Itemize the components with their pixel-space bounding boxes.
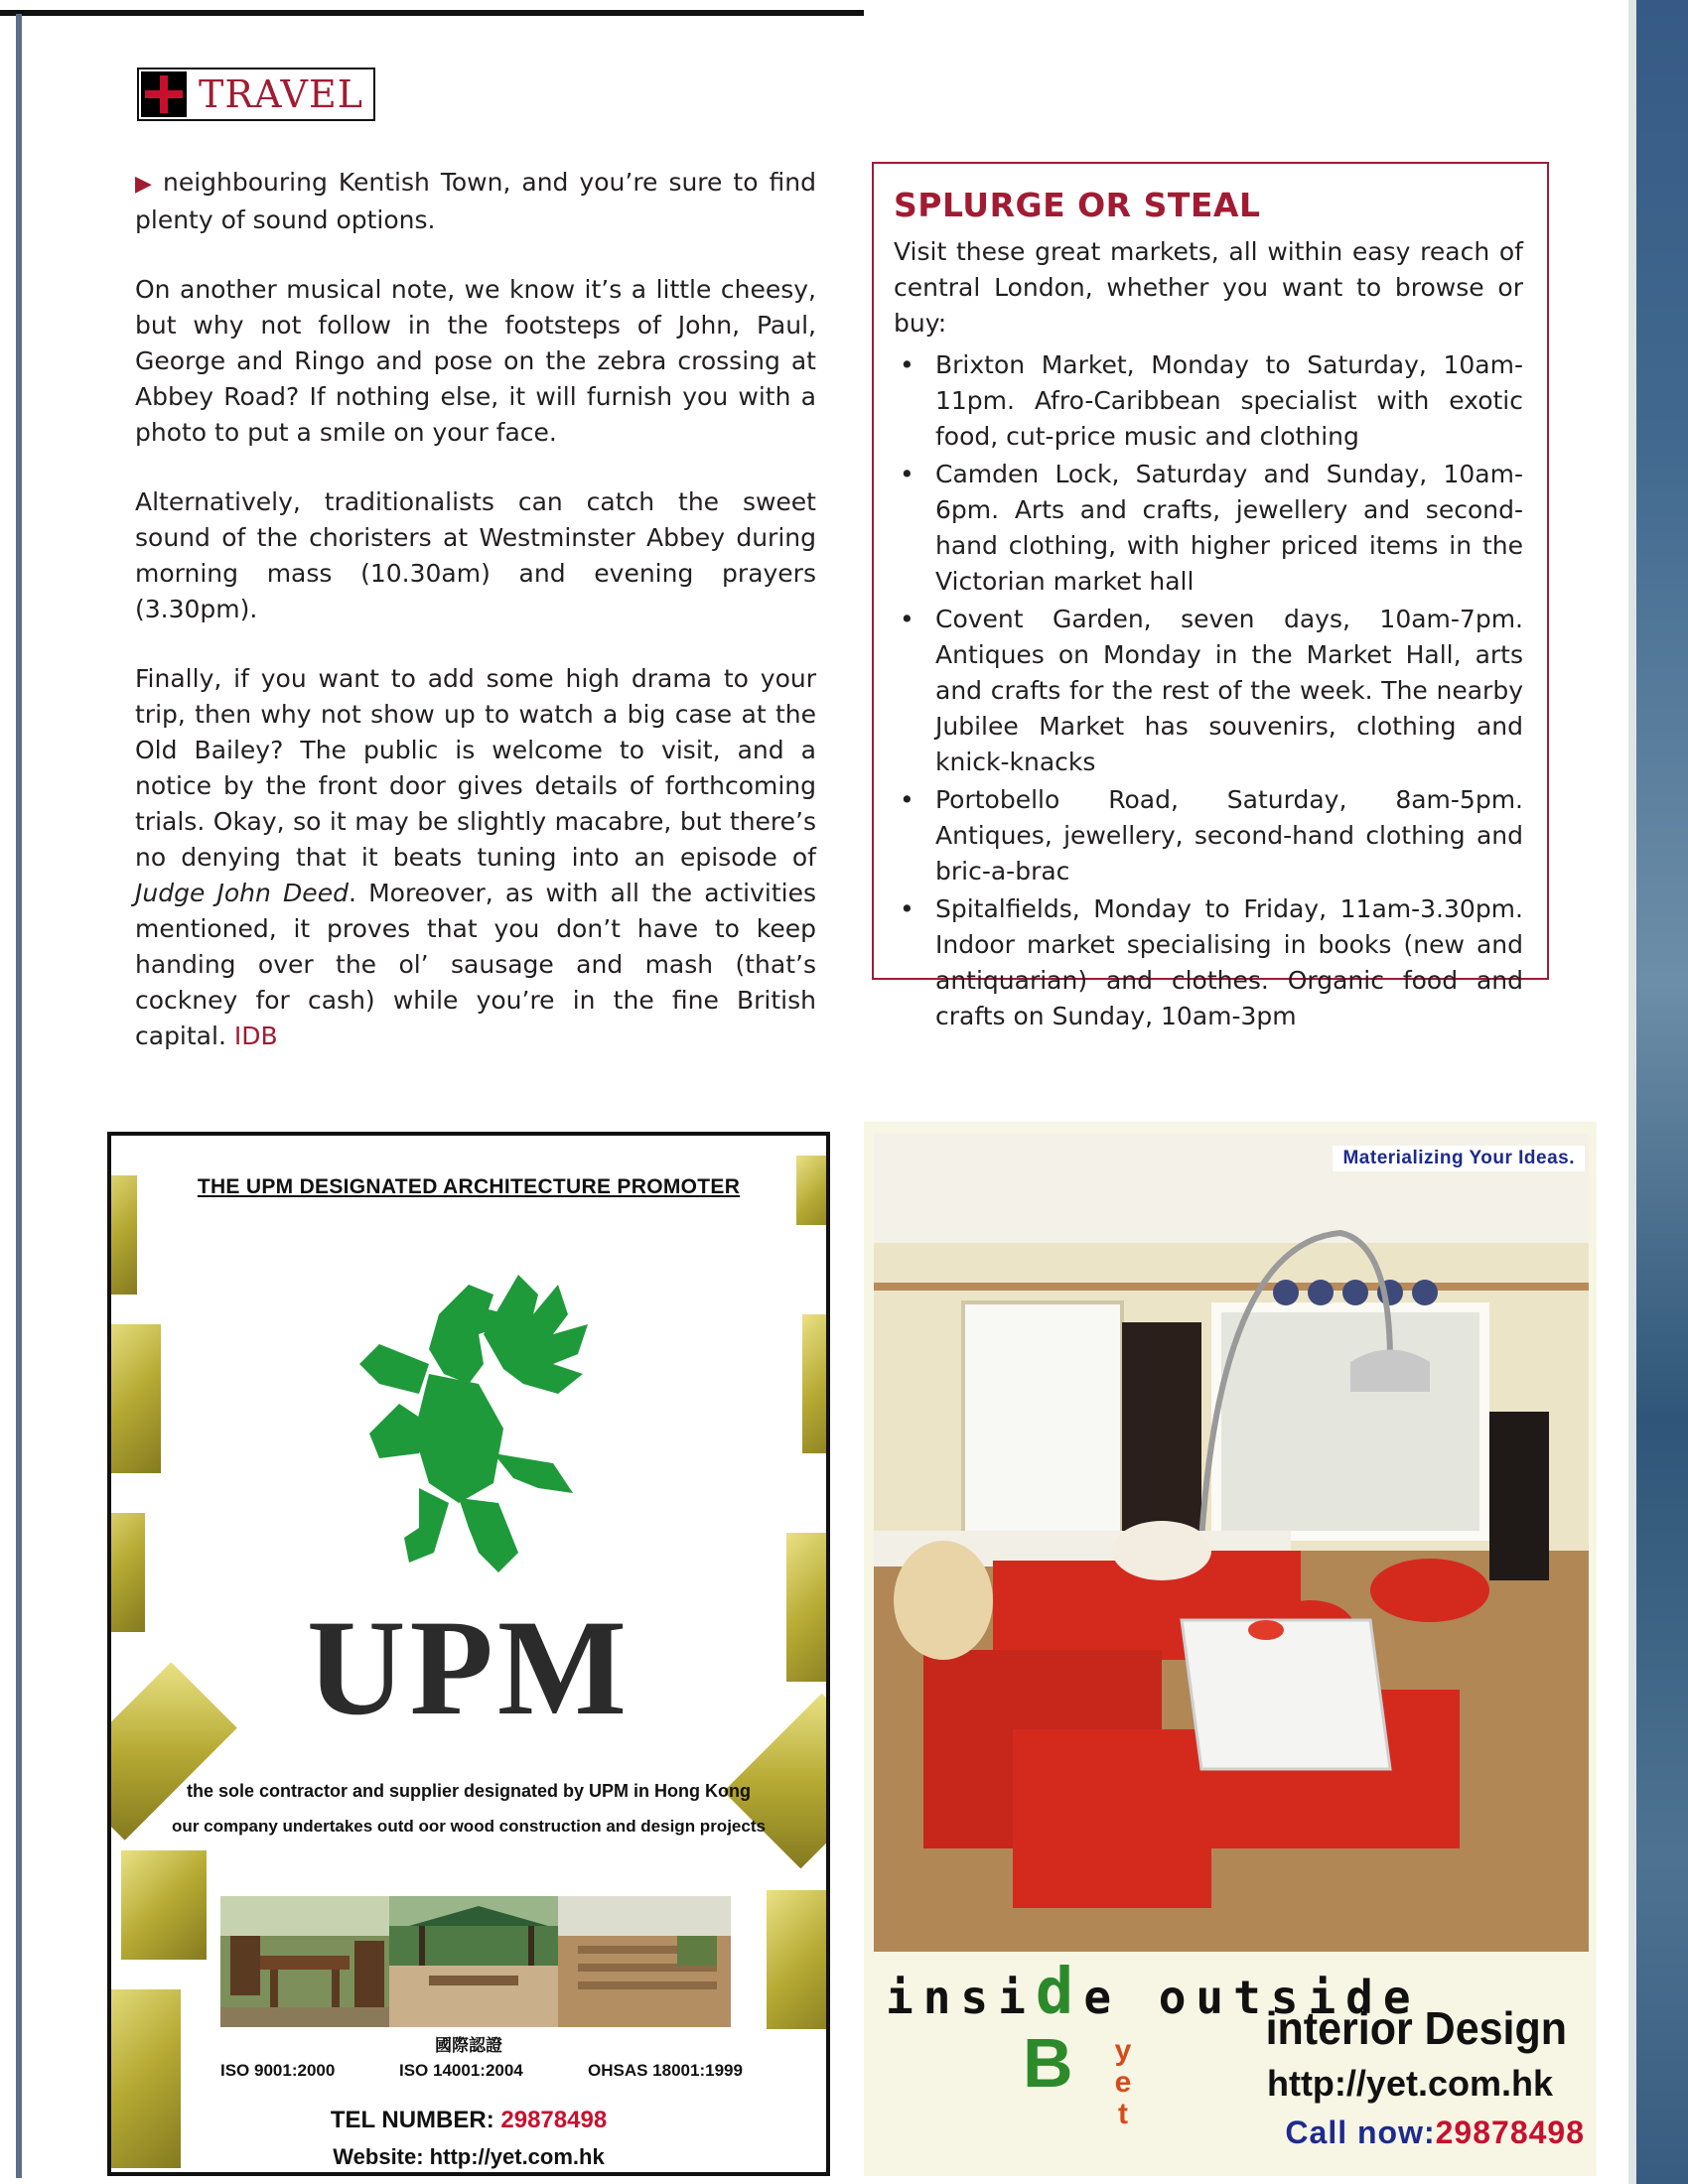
facing-page-edge — [1636, 0, 1688, 2184]
interior-design-advertisement — [864, 1122, 1597, 2176]
ad-tagline: our company undertakes outd oor wood construction and design projects — [172, 1817, 766, 1836]
upm-brand: UPM — [306, 1591, 632, 1743]
article-paragraph — [135, 661, 816, 1054]
pergola-photo — [389, 1896, 562, 2027]
list-item: • Portobello Road, Saturday, 8am-5pm. Antiques, jewellery, second-hand clothing and bric-a-brac — [894, 782, 1523, 889]
list-item: • Spitalfields, Monday to Friday, 11am-3.30pm. Indoor market specialising in books (new and antiquarian) and clothes. Organic food and crafts on Sunday, 10am-3pm — [894, 891, 1523, 1034]
markets-sidebar — [872, 162, 1549, 1030]
author-signoff: IDB — [233, 1022, 278, 1050]
website-url: http://yet.com.hk — [1266, 2063, 1553, 2104]
list-item: • Brixton Market, Monday to Saturday, 10am-11pm. Afro-Caribbean specialist with exotic food, cut-price music and clothing — [894, 347, 1523, 455]
iso-14001-label: ISO 14001:2004 — [399, 2061, 523, 2080]
continuation-arrow-icon: ▶ — [135, 172, 155, 197]
article-paragraph: On another musical note, we know it’s a little cheesy, but why not follow in the footsteps of John, Paul, George and Ringo and pose on the zebra crossing at Abbey Road? If nothing else, it will furnish you with a photo to put a smile on your face. — [135, 275, 816, 447]
griffin-logo-icon — [320, 1255, 618, 1602]
patio-photo — [220, 1896, 393, 2027]
paragraph-text: Finally, if you want to add some high drama to your trip, then why not show up to watch a big case at the Old Bailey? The public is welcome to visit, and a notice by the front door gives details of forthcoming trials. Okay, so it may be slightly macabre, but there’s no denying that it beats tuning into an episode of — [135, 664, 816, 872]
decor-block — [802, 1314, 830, 1453]
ohsas-18001-label: OHSAS 18001:1999 — [588, 2061, 743, 2080]
call-line — [1285, 2115, 1585, 2151]
ad-tagline: Materializing Your Ideas. — [1333, 1146, 1585, 1171]
cross-icon — [141, 71, 187, 117]
upm-advertisement — [107, 1132, 830, 2176]
show-title: Judge John Deed — [135, 879, 349, 907]
wordmark-part: e outside — [1083, 1971, 1421, 2024]
decor-block — [121, 1850, 207, 1960]
call-number: 29878498 — [1435, 2115, 1585, 2150]
sidebar-intro: Visit these great markets, all within easy reach of central London, whether you want to browse or buy: — [894, 237, 1523, 338]
decor-block — [107, 1989, 181, 2168]
paragraph-text: . Moreover, as with all the activities mentioned, it proves that you don’t have to keep handing over the ol’ sausage and mash (that’s cockney for cash) while you’re in the fine British capital. — [135, 879, 816, 1050]
living-room-photo — [874, 1134, 1589, 1952]
section-label: TRAVEL — [199, 72, 363, 116]
sidebar-title: SPLURGE OR STEAL — [894, 186, 1261, 224]
paragraph-text: neighbouring Kentish Town, and you’re sure to find plenty of sound options. — [135, 168, 816, 234]
article-paragraph — [135, 165, 816, 238]
markets-list — [894, 347, 1523, 1034]
section-tag — [137, 68, 375, 121]
article-paragraph: Alternatively, traditionalists can catch the sweet sound of the choristers at Westminster Abbey during morning mass (10.30am) and evening prayers (3.30pm). — [135, 487, 816, 623]
website-line: Website: http://yet.com.hk — [333, 2144, 605, 2169]
tel-number: 29878498 — [500, 2107, 608, 2133]
page-top-rule — [0, 10, 864, 16]
iso-9001-label: ISO 9001:2000 — [220, 2061, 336, 2080]
list-item: • Covent Garden, seven days, 10am-7pm. Antiques on Monday in the Market Hall, arts and crafts for the rest of the week. The nearby Jubilee Market has souvenirs, clothing and knick-knacks — [894, 602, 1523, 780]
page-gutter — [1628, 0, 1636, 2184]
decor-block — [107, 1324, 161, 1473]
tel-label: TEL NUMBER: — [330, 2107, 501, 2133]
wordmark-part: insi — [886, 1971, 1036, 2024]
certification-heading: 國際認證 — [435, 2036, 502, 2055]
decking-photo — [558, 1896, 731, 2027]
by-letter: B — [1023, 2024, 1073, 2102]
interior-design-title: interior Design — [1265, 2003, 1567, 2055]
page-binding-edge — [16, 14, 22, 2178]
wordmark-d: d — [1035, 1956, 1084, 2029]
decor-block — [767, 1890, 830, 2029]
list-item: • Camden Lock, Saturday and Sunday, 10am-6pm. Arts and crafts, jewellery and second-hand clothing, with higher priced items in the Victorian market hall — [894, 457, 1523, 600]
ad-heading: THE UPM DESIGNATED ARCHITECTURE PROMOTER — [197, 1175, 741, 1198]
ad-tagline: the sole contractor and supplier designated by UPM in Hong Kong — [186, 1781, 752, 1801]
tel-line — [111, 2107, 826, 2134]
yet-letters: y e t — [1114, 2034, 1132, 2130]
article-body — [135, 165, 816, 1088]
call-label: Call now: — [1285, 2115, 1436, 2150]
